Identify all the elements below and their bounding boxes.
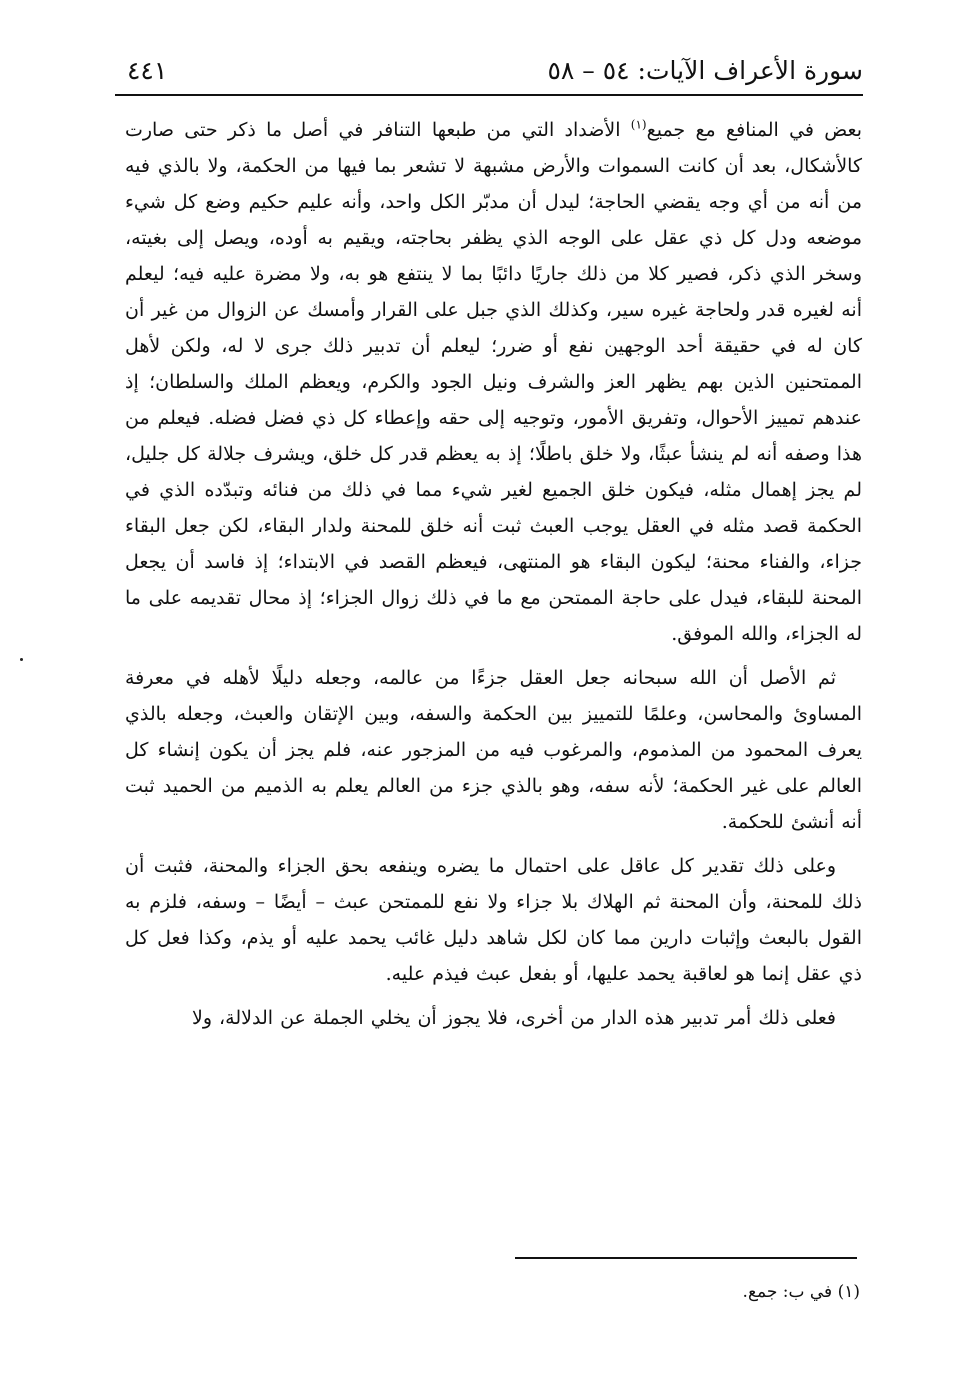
paragraph-1-body: الأضداد التي من طبعها التنافر في أصل ما ذكر حتى صارت كالأشكال، بعد أن كانت السموات والأرض مشبهة لا تشعر بما فيها من الحكمة، ولا بالذي فيه من أنه من أي وجه يقضي الحاجة؛ ليدل أن مدبّر الكل واحد، وأنه عليم حكيم وضع كل شيء موضعه ودل كل ذي عقل على الوجه الذي يظفر بحاجته، ويقيم به أوده، ويصل إلى بغيته، وسخر الذي ذكر، فصير كلا من ذلك جاريًا دائبًا بما لا ينتفع هو به، ولا مضرة عليه فيه؛ ليعلم أنه لغيره قدر ولحاجة غيره سير، وكذلك الذي جبل على القرار وأمسك عن الزوال من غير أن كان له في حقيقة أحد الوجهين نفع أو ضرر؛ ليعلم أن تدبير ذلك جرى لا له، ولكن لأهل الممتحنين الذين بهم يظهر العز والشرف ونيل الجود والكرم، ويعظم الملك والسلطان؛ إذ عندهم تمييز الأحوال، وتفريق الأمور، وتوجيه إلى حقه وإعطاء كل ذي فضل فضله. فيعلم من هذا وصفه أنه لم ينشأ عبثًا، ولا خلق باطلًا؛ إذ به يعظم قدر كل خلق، ويشرف جلالة كل جليل، لم يجز إهمال مثله، فيكون خلق الجميع لغير شيء مما في ذلك من فنائه وتبدّده الذي في الحكمة قصد مثله في العقل يوجب العبث ثبت أنه خلق للمحنة ولدار البقاء، لكن جعل البقاء جزاء، والفناء محنة؛ ليكون البقاء هو المنتهى، فيعظم القصد في الابتداء؛ إذ فاسد أن يجعل المحنة للبقاء، فيدل على حاجة الممتحن مع ما في ذلك زوال الجزاء؛ إذ محال تقديمه على ما له الجزاء، والله الموفق.	[125, 119, 862, 645]
margin-dot	[20, 658, 23, 661]
running-title: سورة الأعراف الآيات: ٥٤ – ٥٨	[547, 56, 863, 85]
header-rule	[115, 94, 863, 96]
page-number: ٤٤١	[127, 56, 168, 85]
main-text	[125, 112, 862, 1036]
footnote-1: (١) في ب: جمع.	[742, 1282, 860, 1302]
footnote-rule	[515, 1257, 857, 1259]
page-header	[115, 46, 863, 94]
paragraph-1-opening: بعض في المنافع مع جميع	[646, 119, 862, 141]
paragraph-3: وعلى ذلك تقدير كل عاقل على احتمال ما يضره وينفعه بحق الجزاء والمحنة، فثبت أن ذلك للمحنة، وأن المحنة ثم الهلاك بلا جزاء ولا نفع للممتحن عبث – أيضًا – وسفه، فلزم به القول بالبعث وإثبات دارين مما كان لكل شاهد دليل غائب يحمد عليه أو يذم، وكذا فعل كل ذي عقل إنما هو لعاقبة يحمد عليها، أو بفعل عبث فيذم عليه.	[125, 855, 862, 985]
paragraph-1	[125, 112, 862, 652]
paragraph-2: ثم الأصل أن الله سبحانه جعل العقل جزءًا من عالمه، وجعله دليلًا لأهله في معرفة المساوئ والمحاسن، وعلمًا للتمييز بين الحكمة والسفه، وبين الإتقان والعبث، وجعله بالذي يعرف المحمود من المذموم، والمرغوب فيه من المزجور عنه، فلم يجز أن يكون إنشاء كل العالم على غير الحكمة؛ لأنه سفه، وهو بالذي جزء من العالم يعلم به الذميم من الحميد ثبت أنه أنشئ للحكمة.	[125, 667, 862, 833]
paragraph-4: فعلى ذلك أمر تدبير هذه الدار من أخرى، فلا يجوز أن يخلي الجملة عن الدلالة، ولا	[192, 1007, 836, 1029]
footnote-reference: (١)	[630, 117, 647, 132]
